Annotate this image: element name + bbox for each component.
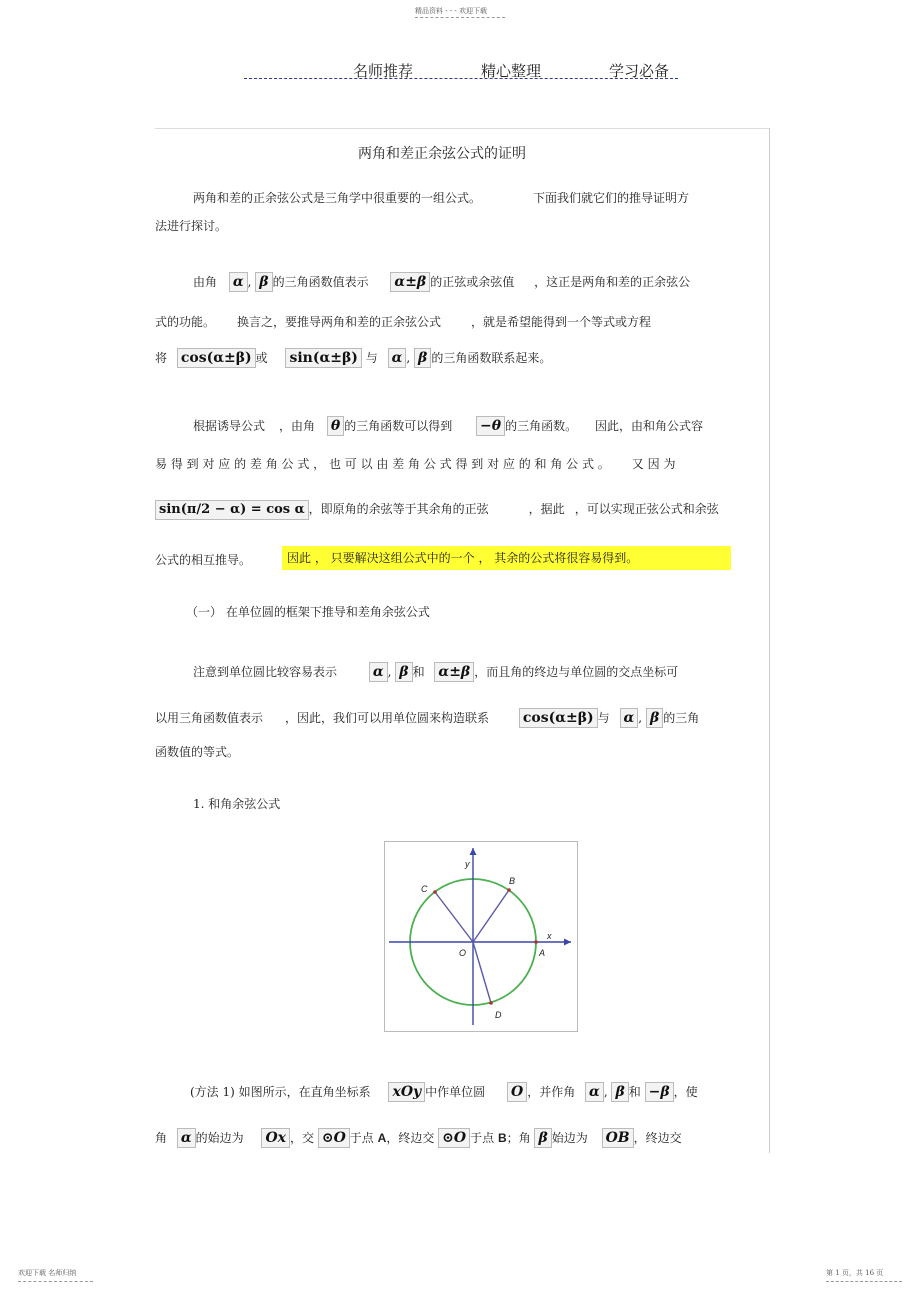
comma: , (387, 665, 392, 679)
beta-formula: β (611, 1082, 628, 1102)
paragraph-1-line-1 (193, 190, 689, 206)
xOy-formula: xOy (388, 1082, 425, 1102)
text: ，由和角公式容 (618, 419, 703, 433)
circle-O-formula: ⊙O (318, 1128, 350, 1148)
text: 或 (255, 351, 268, 365)
point-A (534, 940, 538, 944)
subheading-cos-sum: 1. 和角余弦公式 (193, 797, 281, 811)
text: 的三角函数联系起来。 (431, 351, 552, 365)
text: 始边为 (551, 1131, 588, 1145)
ray-OB (473, 890, 509, 942)
alpha-pm-beta-formula: α±β (434, 662, 474, 682)
section-heading-1: （一） 在单位圆的框架下推导和差角余弦公式 (186, 605, 430, 619)
paragraph-5-line-2 (155, 1128, 682, 1148)
text: 式的功能。 (155, 315, 216, 329)
highlighted-sentence: 因此 ， 只要解决这组公式中的一个 ， 其余的公式将很容易得到。 (282, 546, 731, 570)
text: 注意到单位圆比较容易表示 (193, 665, 338, 679)
point-C (433, 890, 437, 894)
text: 根据诱导公式 (193, 419, 266, 433)
text: ，终边交 (386, 1131, 435, 1145)
text: 又 因 为 (631, 457, 676, 471)
text: 换言之 (237, 315, 274, 329)
footer-right-underline (826, 1281, 902, 1282)
unit-circle-figure (384, 841, 578, 1032)
cos-alpha-pm-beta-formula: cos(α±β) (177, 348, 256, 368)
text: 与 (597, 711, 610, 725)
O-formula: O (507, 1082, 527, 1102)
text: 以用三角函数值表示 (155, 711, 264, 725)
beta-formula: β (395, 662, 412, 682)
text: 与 (365, 351, 378, 365)
text: 于点 (470, 1131, 495, 1145)
paragraph-1-line-2: 法进行探讨。 (155, 219, 228, 233)
origin-label: O (459, 948, 467, 958)
banner-underline (244, 78, 678, 79)
text: ，使 (673, 1085, 698, 1099)
ray-OD (473, 942, 491, 1003)
text: ，就是希望能得到一个等式或方程 (471, 315, 652, 329)
text: ，可以实现正弦公式和余弦 (574, 502, 719, 516)
text: ；角 (506, 1131, 531, 1145)
point-A-label: A (377, 1131, 387, 1145)
point-B-label: B (497, 1131, 507, 1145)
comma: , (247, 275, 252, 289)
paragraph-2-line-1 (193, 272, 690, 292)
paragraph-3-line-4 (155, 552, 251, 568)
text: 和 (412, 665, 425, 679)
page-frame-right (769, 128, 770, 1153)
text: 于点 (349, 1131, 374, 1145)
text: 的正弦或余弦值 (430, 275, 515, 289)
alpha-formula: α (229, 272, 248, 292)
comma: , (603, 1085, 608, 1099)
top-note-underline (415, 17, 505, 18)
text: 的三角 (663, 711, 700, 725)
text: ，这正是两角和差的正余弦公 (534, 275, 691, 289)
paragraph-3-line-1 (193, 416, 703, 436)
alpha-formula: α (388, 348, 407, 368)
Ox-formula: Ox (261, 1128, 290, 1148)
y-axis-arrow-icon (470, 848, 477, 855)
text: ，要推导两角和差的正余弦公式 (273, 315, 442, 329)
paragraph-4-line-3: 函数值的等式。 (155, 745, 240, 759)
banner-item-2: 精心整理 (481, 62, 542, 80)
ray-OC (435, 892, 473, 942)
cofunction-formula: sin(π/2 − α) = cos α (155, 500, 309, 520)
label-B: B (509, 876, 516, 886)
y-label: y (465, 859, 470, 869)
paragraph-5-line-1 (190, 1082, 698, 1102)
text: 中作单位圆 (425, 1085, 486, 1099)
footer-left-underline (18, 1281, 93, 1282)
label-A: A (539, 948, 546, 958)
text: 的三角函数。 (505, 419, 578, 433)
comma: , (406, 351, 411, 365)
banner-item-1: 名师推荐 (353, 62, 414, 80)
page-frame-top (155, 128, 769, 129)
text: ，即原角的余弦等于其余角的正弦 (308, 502, 489, 516)
beta-formula: β (255, 272, 272, 292)
text: ，而且角的终边与单位圆的交点坐标可 (474, 665, 679, 679)
text: 和 (628, 1085, 641, 1099)
comma: , (638, 711, 643, 725)
beta-formula: β (414, 348, 431, 368)
alpha-pm-beta-formula: α±β (390, 272, 430, 292)
text: 角 (155, 1131, 168, 1145)
text: 因此 (594, 419, 619, 433)
paragraph-4-line-2 (155, 708, 699, 728)
paragraph-4-line-1 (193, 662, 678, 682)
alpha-formula: α (177, 1128, 196, 1148)
text: 公式的相互推导。 (155, 553, 252, 567)
text: ，因此 (285, 711, 322, 725)
neg-theta-formula: −θ (476, 416, 505, 436)
paragraph-2-line-3 (155, 348, 551, 368)
cos-alpha-pm-beta-formula: cos(α±β) (519, 708, 598, 728)
neg-beta-formula: −β (645, 1082, 674, 1102)
text: 的三角函数可以得到 (344, 419, 453, 433)
top-note: 精品资料 - - - 欢迎下载 (415, 7, 487, 15)
point-D (489, 1001, 493, 1005)
alpha-formula: α (585, 1082, 604, 1102)
text: 将 (155, 351, 168, 365)
text: 两角和差的正余弦公式是三角学中很重要的一组公式。 (193, 191, 482, 205)
text: 下面我们就它们的推导证明方 (533, 191, 690, 205)
OB-formula: OB (602, 1128, 634, 1148)
unit-circle-svg (385, 842, 577, 1031)
text: 由角 (193, 275, 218, 289)
x-axis-arrow-icon (564, 939, 571, 946)
text: ，终边交 (633, 1131, 682, 1145)
sin-alpha-pm-beta-formula: sin(α±β) (285, 348, 361, 368)
text: ，据此 (528, 502, 565, 516)
paragraph-3-line-3 (155, 500, 719, 520)
beta-formula: β (534, 1128, 551, 1148)
beta-formula: β (646, 708, 663, 728)
text: ，并作角 (527, 1085, 576, 1099)
text: ，交 (290, 1131, 315, 1145)
banner-item-3: 学习必备 (609, 62, 670, 80)
text: (方法 1) 如图所示，在直角坐标系 (190, 1085, 371, 1099)
point-B (507, 888, 511, 892)
document-title: 两角和差正余弦公式的证明 (358, 146, 526, 162)
text: 的始边为 (195, 1131, 244, 1145)
text: ，我们可以用单位圆来构造联系 (321, 711, 490, 725)
text: 易 得 到 对 应 的 差 角 公 式 ， 也 可 以 由 差 角 公 式 得 到 对 应 的 和 角 公 式 。 (155, 457, 610, 471)
alpha-formula: α (620, 708, 639, 728)
alpha-formula: α (369, 662, 388, 682)
text: ，由角 (279, 419, 316, 433)
paragraph-3-line-2 (155, 456, 675, 472)
paragraph-2-line-2 (155, 314, 651, 330)
footer-left: 欢迎下载 名师归纳 (18, 1269, 77, 1277)
theta-formula: θ (327, 416, 344, 436)
text: 的三角函数值表示 (272, 275, 369, 289)
circle-O-formula: ⊙O (438, 1128, 470, 1148)
label-C: C (421, 884, 428, 894)
footer-right: 第 1 页，共 16 页 (826, 1269, 884, 1277)
label-D: D (495, 1010, 502, 1020)
x-label: x (547, 931, 552, 941)
